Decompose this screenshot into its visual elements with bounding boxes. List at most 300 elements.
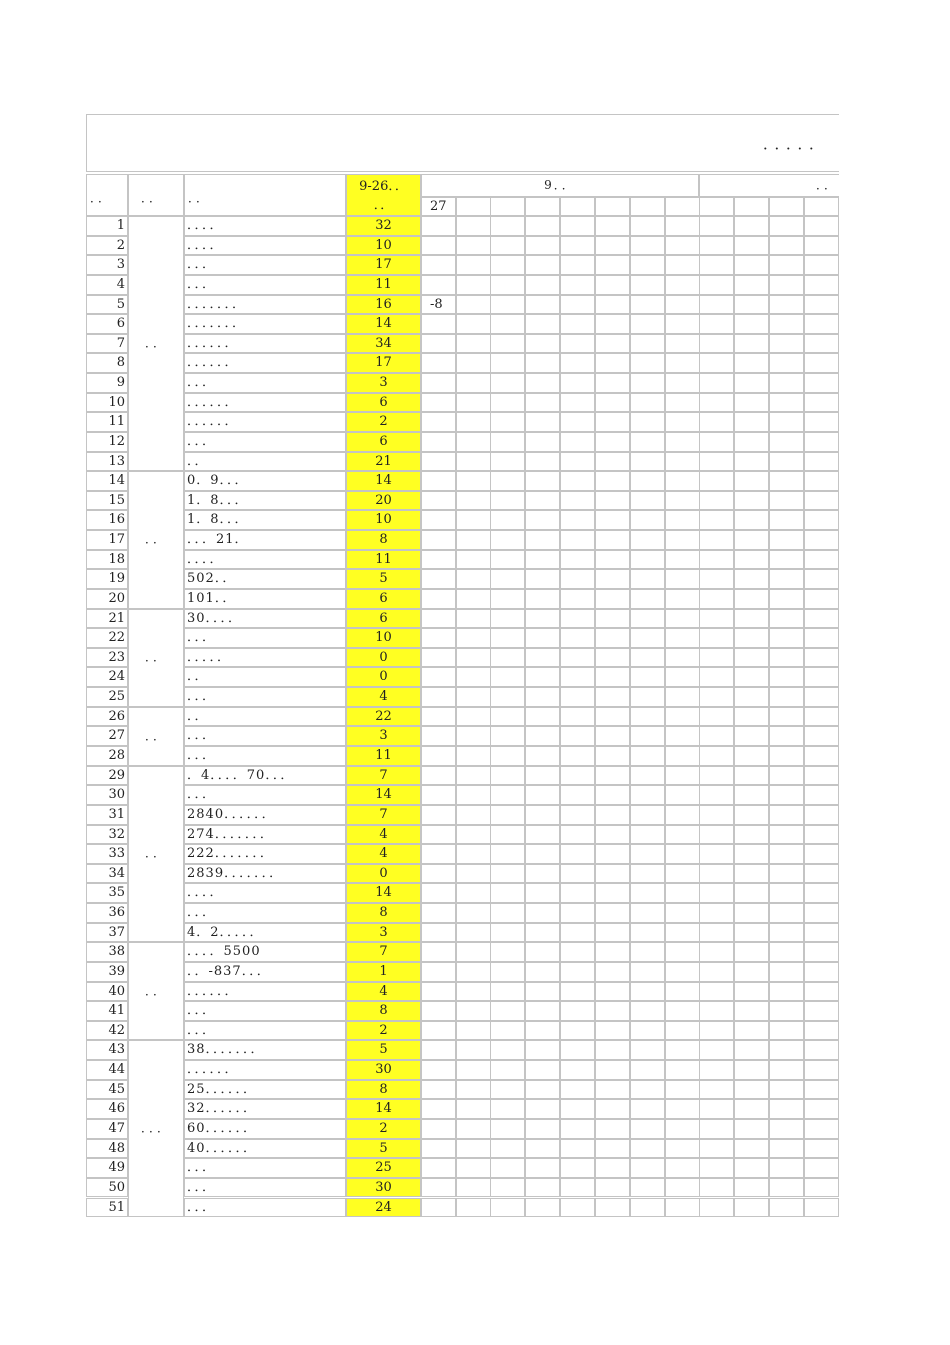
stock-value[interactable]: 3 [346, 923, 421, 943]
row-number[interactable]: 16 [86, 510, 128, 530]
day-cell[interactable] [421, 530, 456, 550]
day-cell[interactable] [734, 530, 769, 550]
day-cell[interactable] [456, 962, 491, 982]
row-number[interactable]: 42 [86, 1021, 128, 1041]
day-cell[interactable] [560, 805, 595, 825]
stock-value[interactable]: 0 [346, 648, 421, 668]
day-cell[interactable] [769, 412, 804, 432]
day-cell[interactable] [665, 726, 700, 746]
item-name[interactable]: 101．． [184, 589, 346, 609]
day-cell[interactable] [804, 1099, 839, 1119]
day-cell[interactable] [490, 334, 525, 354]
day-cell[interactable] [734, 982, 769, 1002]
row-number[interactable]: 11 [86, 412, 128, 432]
day-cell[interactable] [734, 687, 769, 707]
day-cell[interactable] [804, 805, 839, 825]
day-cell[interactable] [456, 766, 491, 786]
item-name[interactable]: ．． [184, 667, 346, 687]
day-cell[interactable] [699, 236, 734, 256]
day-cell[interactable] [490, 1080, 525, 1100]
day-cell[interactable] [804, 1178, 839, 1198]
day-cell[interactable] [804, 334, 839, 354]
day-cell[interactable] [734, 667, 769, 687]
day-cell[interactable] [804, 609, 839, 629]
day-cell[interactable] [456, 844, 491, 864]
day-cell[interactable] [769, 785, 804, 805]
day-header-cell[interactable]: 27 [421, 197, 456, 216]
day-cell[interactable] [456, 648, 491, 668]
row-number[interactable]: 47 [86, 1119, 128, 1139]
stock-value[interactable]: 4 [346, 844, 421, 864]
day-header-cell[interactable] [699, 197, 734, 216]
day-cell[interactable] [804, 825, 839, 845]
day-cell[interactable] [456, 334, 491, 354]
day-cell[interactable] [804, 1119, 839, 1139]
day-cell[interactable] [699, 903, 734, 923]
day-cell[interactable] [595, 766, 630, 786]
day-cell[interactable] [421, 609, 456, 629]
item-name[interactable]: ．．．． [184, 236, 346, 256]
day-cell[interactable] [804, 628, 839, 648]
item-name[interactable]: ．．． [184, 1158, 346, 1178]
day-cell[interactable] [804, 530, 839, 550]
day-cell[interactable] [769, 609, 804, 629]
day-cell[interactable] [804, 393, 839, 413]
day-cell[interactable] [630, 1060, 665, 1080]
day-cell[interactable] [595, 825, 630, 845]
row-number[interactable]: 14 [86, 471, 128, 491]
day-cell[interactable] [630, 452, 665, 472]
day-cell[interactable] [734, 1198, 769, 1218]
stock-value[interactable]: 5 [346, 569, 421, 589]
stock-value[interactable]: 2 [346, 1119, 421, 1139]
day-cell[interactable] [595, 236, 630, 256]
day-cell[interactable] [804, 785, 839, 805]
day-cell[interactable] [769, 1178, 804, 1198]
day-cell[interactable] [699, 1178, 734, 1198]
day-cell[interactable] [490, 962, 525, 982]
day-cell[interactable] [734, 962, 769, 982]
day-cell[interactable] [630, 942, 665, 962]
day-cell[interactable] [525, 452, 560, 472]
day-cell[interactable] [421, 1139, 456, 1159]
day-cell[interactable] [734, 805, 769, 825]
day-cell[interactable] [665, 1099, 700, 1119]
day-cell[interactable] [804, 373, 839, 393]
category-cell[interactable]: ．． [128, 216, 184, 471]
day-cell[interactable] [734, 903, 769, 923]
day-cell[interactable] [490, 864, 525, 884]
item-name[interactable]: ．．． [184, 1021, 346, 1041]
day-cell[interactable] [490, 1178, 525, 1198]
day-cell[interactable] [699, 510, 734, 530]
stock-value[interactable]: 8 [346, 530, 421, 550]
day-cell[interactable] [490, 255, 525, 275]
day-cell[interactable] [734, 648, 769, 668]
day-cell[interactable] [490, 275, 525, 295]
day-cell[interactable] [421, 216, 456, 236]
day-cell[interactable] [630, 530, 665, 550]
day-cell[interactable] [595, 687, 630, 707]
stock-value[interactable]: 32 [346, 216, 421, 236]
day-cell[interactable] [560, 550, 595, 570]
day-cell[interactable] [665, 589, 700, 609]
day-cell[interactable] [665, 432, 700, 452]
day-cell[interactable] [490, 216, 525, 236]
day-cell[interactable] [665, 1178, 700, 1198]
day-cell[interactable] [699, 471, 734, 491]
day-cell[interactable] [490, 452, 525, 472]
day-cell[interactable] [421, 569, 456, 589]
day-cell[interactable] [769, 275, 804, 295]
day-cell[interactable] [804, 942, 839, 962]
day-cell[interactable] [560, 491, 595, 511]
day-cell[interactable] [456, 903, 491, 923]
day-cell[interactable] [525, 216, 560, 236]
day-cell[interactable] [421, 707, 456, 727]
day-cell[interactable] [630, 1119, 665, 1139]
item-name[interactable]: ．．．．．．． [184, 295, 346, 315]
stock-value[interactable]: 8 [346, 1001, 421, 1021]
day-cell[interactable] [665, 1021, 700, 1041]
row-number[interactable]: 45 [86, 1080, 128, 1100]
day-cell[interactable] [665, 393, 700, 413]
item-name[interactable]: 2840．．．．．． [184, 805, 346, 825]
day-cell[interactable] [490, 766, 525, 786]
day-cell[interactable] [665, 962, 700, 982]
day-cell[interactable] [699, 1198, 734, 1218]
stock-value[interactable]: 8 [346, 1080, 421, 1100]
day-cell[interactable] [421, 766, 456, 786]
day-cell[interactable] [560, 648, 595, 668]
day-cell[interactable] [734, 1178, 769, 1198]
day-cell[interactable] [734, 216, 769, 236]
day-cell[interactable] [804, 295, 839, 315]
row-number[interactable]: 15 [86, 491, 128, 511]
day-cell[interactable] [630, 609, 665, 629]
day-cell[interactable] [560, 746, 595, 766]
day-cell[interactable] [595, 569, 630, 589]
day-cell[interactable] [421, 903, 456, 923]
day-cell[interactable] [769, 589, 804, 609]
day-cell[interactable] [699, 275, 734, 295]
item-name[interactable]: ．．． [184, 373, 346, 393]
day-cell[interactable] [699, 216, 734, 236]
day-cell[interactable] [595, 550, 630, 570]
item-name[interactable]: 60．．．．．． [184, 1119, 346, 1139]
day-cell[interactable] [699, 982, 734, 1002]
stock-value[interactable]: 10 [346, 628, 421, 648]
day-cell[interactable] [804, 903, 839, 923]
day-cell[interactable] [699, 726, 734, 746]
day-cell[interactable] [525, 530, 560, 550]
stock-value[interactable]: 30 [346, 1060, 421, 1080]
row-number[interactable]: 43 [86, 1040, 128, 1060]
day-cell[interactable] [769, 864, 804, 884]
item-name[interactable]: ．．．21． [184, 530, 346, 550]
day-cell[interactable] [804, 255, 839, 275]
day-cell[interactable] [595, 275, 630, 295]
day-cell[interactable] [421, 491, 456, 511]
day-header-cell[interactable] [804, 197, 839, 216]
day-cell[interactable] [560, 923, 595, 943]
day-cell[interactable] [734, 491, 769, 511]
item-name[interactable]: ．．． [184, 785, 346, 805]
stock-value[interactable]: 10 [346, 236, 421, 256]
day-cell[interactable] [804, 726, 839, 746]
day-cell[interactable] [630, 353, 665, 373]
day-cell[interactable] [699, 314, 734, 334]
day-cell[interactable] [769, 883, 804, 903]
day-cell[interactable] [804, 1198, 839, 1218]
day-cell[interactable] [595, 628, 630, 648]
day-cell[interactable] [490, 295, 525, 315]
row-number[interactable]: 32 [86, 825, 128, 845]
day-cell[interactable] [769, 1198, 804, 1218]
item-name[interactable]: ．．． [184, 255, 346, 275]
day-cell[interactable] [525, 1198, 560, 1218]
day-cell[interactable] [595, 1080, 630, 1100]
day-cell[interactable] [560, 707, 595, 727]
day-cell[interactable] [456, 432, 491, 452]
day-cell[interactable] [630, 687, 665, 707]
day-cell[interactable] [665, 275, 700, 295]
day-cell[interactable] [525, 1158, 560, 1178]
day-cell[interactable] [490, 432, 525, 452]
day-cell[interactable] [734, 550, 769, 570]
day-cell[interactable] [804, 216, 839, 236]
day-cell[interactable] [699, 1158, 734, 1178]
day-cell[interactable] [421, 962, 456, 982]
stock-value[interactable]: 8 [346, 903, 421, 923]
row-number[interactable]: 28 [86, 746, 128, 766]
day-cell[interactable] [560, 628, 595, 648]
day-cell[interactable] [769, 1021, 804, 1041]
day-cell[interactable] [421, 726, 456, 746]
day-cell[interactable] [769, 393, 804, 413]
day-cell[interactable] [769, 805, 804, 825]
day-cell[interactable] [804, 1080, 839, 1100]
row-number[interactable]: 13 [86, 452, 128, 472]
day-cell[interactable] [560, 766, 595, 786]
day-cell[interactable] [525, 373, 560, 393]
day-cell[interactable] [490, 1198, 525, 1218]
item-name[interactable]: 4．2．．．．． [184, 923, 346, 943]
row-number[interactable]: 50 [86, 1178, 128, 1198]
day-cell[interactable] [525, 1139, 560, 1159]
item-name[interactable]: ．．．．5500 [184, 942, 346, 962]
day-cell[interactable] [804, 589, 839, 609]
day-cell[interactable] [525, 353, 560, 373]
day-cell[interactable] [560, 471, 595, 491]
day-cell[interactable] [421, 1040, 456, 1060]
day-cell[interactable] [665, 766, 700, 786]
day-cell[interactable] [525, 726, 560, 746]
day-header-cell[interactable] [456, 197, 491, 216]
day-cell[interactable] [421, 864, 456, 884]
day-cell[interactable] [699, 412, 734, 432]
stock-value[interactable]: 7 [346, 766, 421, 786]
day-header-cell[interactable] [595, 197, 630, 216]
day-cell[interactable] [560, 1139, 595, 1159]
day-cell[interactable] [560, 1021, 595, 1041]
day-cell[interactable] [665, 373, 700, 393]
day-cell[interactable] [456, 982, 491, 1002]
day-cell[interactable] [804, 962, 839, 982]
row-number[interactable]: 37 [86, 923, 128, 943]
category-cell[interactable]: ．． [128, 942, 184, 1040]
row-number[interactable]: 19 [86, 569, 128, 589]
day-cell[interactable] [560, 844, 595, 864]
day-cell[interactable] [769, 334, 804, 354]
day-cell[interactable] [525, 432, 560, 452]
day-cell[interactable] [734, 942, 769, 962]
day-cell[interactable] [525, 1001, 560, 1021]
day-cell[interactable] [769, 962, 804, 982]
day-cell[interactable] [734, 825, 769, 845]
day-cell[interactable] [525, 667, 560, 687]
day-cell[interactable] [804, 452, 839, 472]
day-cell[interactable] [595, 1139, 630, 1159]
day-cell[interactable] [630, 1001, 665, 1021]
day-cell[interactable] [560, 667, 595, 687]
day-cell[interactable] [525, 962, 560, 982]
stock-value[interactable]: 30 [346, 1178, 421, 1198]
day-cell[interactable] [699, 883, 734, 903]
day-cell[interactable] [595, 864, 630, 884]
item-name[interactable]: 32．．．．．． [184, 1099, 346, 1119]
day-cell[interactable] [769, 628, 804, 648]
row-number[interactable]: 34 [86, 864, 128, 884]
row-number[interactable]: 5 [86, 295, 128, 315]
day-cell[interactable] [734, 707, 769, 727]
day-cell[interactable] [595, 471, 630, 491]
day-cell[interactable] [525, 295, 560, 315]
day-cell[interactable] [595, 432, 630, 452]
day-header-cell[interactable] [525, 197, 560, 216]
day-cell[interactable] [699, 1119, 734, 1139]
day-cell[interactable] [560, 864, 595, 884]
day-cell[interactable] [421, 550, 456, 570]
item-name[interactable]: ．．． [184, 687, 346, 707]
row-number[interactable]: 26 [86, 707, 128, 727]
day-cell[interactable] [456, 1060, 491, 1080]
day-cell[interactable] [665, 707, 700, 727]
day-cell[interactable] [525, 255, 560, 275]
day-cell[interactable] [630, 1021, 665, 1041]
day-cell[interactable] [456, 510, 491, 530]
day-cell[interactable] [560, 353, 595, 373]
day-cell[interactable] [769, 550, 804, 570]
day-cell[interactable] [421, 942, 456, 962]
day-cell[interactable] [665, 1139, 700, 1159]
day-cell[interactable] [630, 1198, 665, 1218]
day-cell[interactable] [630, 471, 665, 491]
row-number[interactable]: 39 [86, 962, 128, 982]
day-cell[interactable] [456, 236, 491, 256]
day-cell[interactable] [595, 923, 630, 943]
header-seq[interactable]: ．． [86, 174, 128, 216]
day-cell[interactable] [804, 648, 839, 668]
day-cell[interactable] [804, 432, 839, 452]
day-cell[interactable] [525, 1080, 560, 1100]
day-cell[interactable] [734, 628, 769, 648]
day-cell[interactable] [456, 1119, 491, 1139]
day-cell[interactable] [699, 766, 734, 786]
day-cell[interactable] [734, 255, 769, 275]
day-cell[interactable] [525, 805, 560, 825]
day-cell[interactable] [769, 216, 804, 236]
day-cell[interactable] [595, 648, 630, 668]
day-cell[interactable] [525, 236, 560, 256]
day-cell[interactable] [665, 1060, 700, 1080]
day-cell[interactable] [630, 923, 665, 943]
day-cell[interactable] [421, 1198, 456, 1218]
category-cell[interactable]: ．．． [128, 1040, 184, 1217]
stock-value[interactable]: 5 [346, 1139, 421, 1159]
day-cell[interactable] [560, 1001, 595, 1021]
day-cell[interactable] [490, 530, 525, 550]
day-cell[interactable] [560, 393, 595, 413]
day-cell[interactable] [490, 746, 525, 766]
row-number[interactable]: 24 [86, 667, 128, 687]
row-number[interactable]: 21 [86, 609, 128, 629]
day-cell[interactable] [456, 1001, 491, 1021]
day-cell[interactable] [769, 1080, 804, 1100]
day-cell[interactable] [665, 1198, 700, 1218]
stock-value[interactable]: 11 [346, 275, 421, 295]
day-cell[interactable] [734, 746, 769, 766]
day-cell[interactable] [595, 216, 630, 236]
stock-value[interactable]: 6 [346, 609, 421, 629]
day-cell[interactable] [421, 1178, 456, 1198]
day-cell[interactable] [490, 923, 525, 943]
day-cell[interactable] [560, 1198, 595, 1218]
day-cell[interactable] [595, 1158, 630, 1178]
day-cell[interactable] [734, 1158, 769, 1178]
day-cell[interactable] [665, 883, 700, 903]
day-cell[interactable] [456, 864, 491, 884]
day-cell[interactable] [560, 1178, 595, 1198]
day-cell[interactable] [734, 471, 769, 491]
day-cell[interactable] [665, 1158, 700, 1178]
row-number[interactable]: 20 [86, 589, 128, 609]
day-cell[interactable] [769, 491, 804, 511]
day-cell[interactable] [421, 1080, 456, 1100]
day-cell[interactable] [630, 373, 665, 393]
day-cell[interactable] [804, 491, 839, 511]
day-cell[interactable] [560, 569, 595, 589]
category-cell[interactable]: ．． [128, 707, 184, 766]
day-header-cell[interactable] [665, 197, 700, 216]
day-cell[interactable] [734, 1119, 769, 1139]
day-cell[interactable] [560, 726, 595, 746]
stock-value[interactable]: 2 [346, 412, 421, 432]
day-cell[interactable] [769, 1158, 804, 1178]
row-number[interactable]: 49 [86, 1158, 128, 1178]
day-cell[interactable] [734, 883, 769, 903]
day-cell[interactable] [699, 746, 734, 766]
day-cell[interactable] [665, 746, 700, 766]
day-cell[interactable] [595, 1099, 630, 1119]
row-number[interactable]: 10 [86, 393, 128, 413]
day-cell[interactable] [734, 295, 769, 315]
stock-value[interactable]: 17 [346, 255, 421, 275]
day-cell[interactable] [421, 393, 456, 413]
title-cell[interactable] [86, 114, 839, 172]
day-cell[interactable] [665, 785, 700, 805]
day-cell[interactable] [769, 923, 804, 943]
